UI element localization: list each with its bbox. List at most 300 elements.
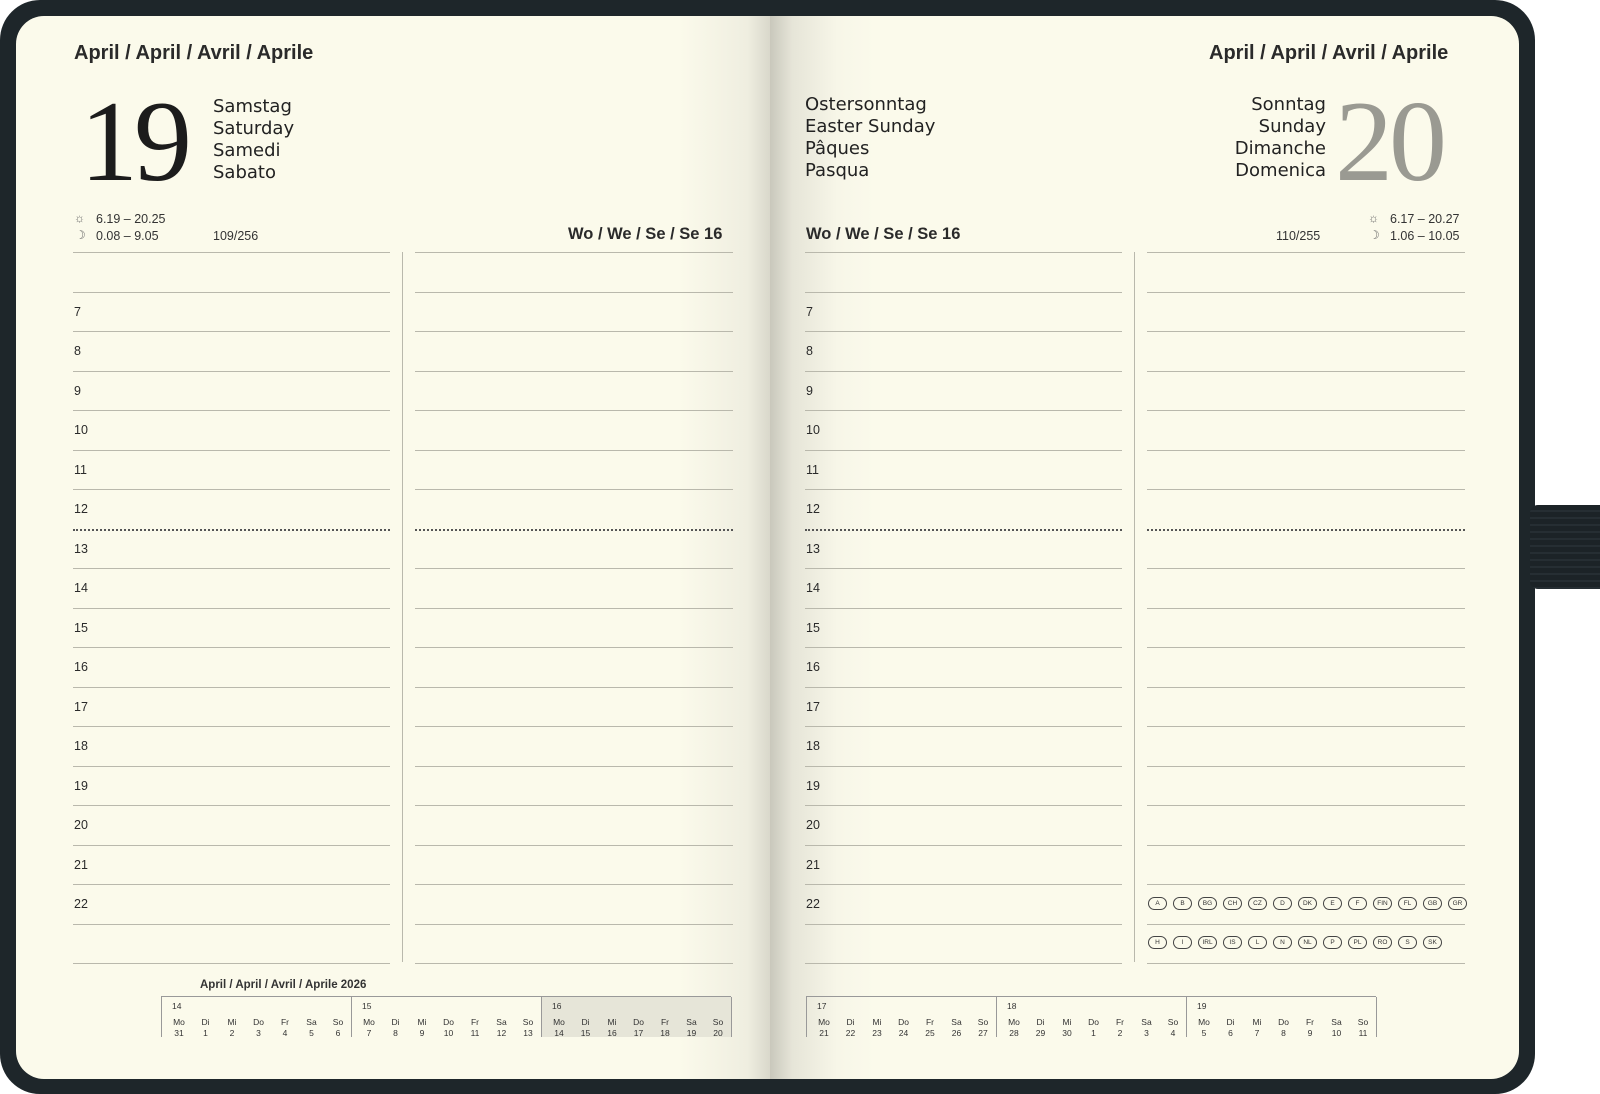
mini-calendar-date: 7 bbox=[366, 1028, 372, 1038]
country-code-badge: CH bbox=[1223, 897, 1242, 910]
mini-calendar-day bbox=[1324, 1017, 1350, 1039]
mini-calendar-day bbox=[1028, 1017, 1054, 1039]
mini-calendar-weekday-label: So bbox=[1167, 1017, 1179, 1027]
left-notes-rule-line bbox=[415, 252, 733, 253]
mini-calendar-date: 10 bbox=[1331, 1028, 1342, 1038]
mini-calendar-date: 9 bbox=[1307, 1028, 1313, 1038]
mini-calendar-day bbox=[705, 1017, 731, 1039]
left-hour-label: 22 bbox=[74, 897, 88, 911]
mini-calendar-day bbox=[1271, 1017, 1297, 1039]
mini-calendar-weekday-label: Mi bbox=[227, 1017, 237, 1027]
mini-calendar-day bbox=[1244, 1017, 1270, 1039]
mini-calendar-date: 31 bbox=[174, 1028, 184, 1038]
left-main-rule-line bbox=[73, 568, 390, 569]
mini-calendar-weekday-label: Fr bbox=[470, 1017, 480, 1027]
mini-calendar-day bbox=[838, 1017, 864, 1039]
mini-calendar-day bbox=[1134, 1017, 1160, 1039]
right-holiday-names bbox=[805, 94, 935, 182]
right-notes-rule-line bbox=[1147, 292, 1465, 293]
mini-calendar-day bbox=[811, 1017, 837, 1039]
mini-calendar-date: 24 bbox=[898, 1028, 909, 1038]
mini-calendar-week-number: 15 bbox=[362, 1001, 372, 1011]
country-code-badge: GR bbox=[1448, 897, 1467, 910]
mini-calendar-title: April / April / Avril / Aprile 2026 bbox=[200, 979, 367, 991]
mini-calendar-day bbox=[917, 1017, 943, 1039]
mini-calendar-date: 21 bbox=[819, 1028, 829, 1038]
right-notes-rule-line bbox=[1147, 805, 1465, 806]
country-code-badge: N bbox=[1273, 936, 1292, 949]
right-main-rule-line bbox=[805, 410, 1122, 411]
left-main-rule-line bbox=[73, 371, 390, 372]
mini-calendar-day bbox=[436, 1017, 462, 1039]
right-hour-label: 15 bbox=[806, 621, 820, 635]
country-code-badge: NL bbox=[1298, 936, 1317, 949]
mini-calendar-date: 8 bbox=[393, 1028, 398, 1038]
right-main-rule-line bbox=[805, 331, 1122, 332]
mini-calendar-weekday-label: Do bbox=[1088, 1017, 1099, 1027]
left-notes-rule-line bbox=[415, 687, 733, 688]
right-day-names bbox=[1196, 94, 1326, 182]
left-notes-rule-line bbox=[415, 331, 733, 332]
left-week-label: Wo / We / Se / Se 16 bbox=[568, 225, 723, 243]
mini-calendar-day bbox=[679, 1017, 705, 1039]
left-hour-label: 13 bbox=[74, 542, 88, 556]
right-hour-label: 20 bbox=[806, 818, 820, 832]
left-sun-times: 6.19 – 20.25 bbox=[96, 212, 166, 226]
mini-calendar-weekday-label: Mo bbox=[553, 1017, 565, 1027]
right-main-rule-line bbox=[805, 568, 1122, 569]
elastic-closure-strap[interactable] bbox=[1530, 505, 1600, 589]
mini-calendar-date: 26 bbox=[951, 1028, 962, 1038]
right-notes-rule-line bbox=[1147, 568, 1465, 569]
left-main-rule-line bbox=[73, 647, 390, 648]
right-hour-label: 12 bbox=[806, 502, 820, 516]
holiday-name-en: Easter Sunday bbox=[805, 116, 936, 137]
right-hour-label: 17 bbox=[806, 700, 820, 714]
mini-calendar-date: 7 bbox=[1254, 1028, 1260, 1038]
right-main-rule-line bbox=[805, 726, 1122, 727]
right-hour-label: 7 bbox=[806, 305, 813, 319]
mini-calendar-date: 1 bbox=[1091, 1028, 1096, 1038]
left-day-number: 19 bbox=[80, 78, 188, 206]
left-main-rule-line bbox=[73, 489, 390, 490]
left-hour-label: 7 bbox=[74, 305, 81, 319]
mini-calendar-date: 22 bbox=[845, 1028, 856, 1038]
left-notes-rule-line bbox=[415, 371, 733, 372]
mini-calendar-date: 12 bbox=[496, 1028, 507, 1038]
mini-calendar-day bbox=[325, 1017, 351, 1039]
mini-calendar-date: 10 bbox=[443, 1028, 454, 1038]
mini-calendar-date: 5 bbox=[309, 1028, 314, 1038]
country-code-badge: L bbox=[1248, 936, 1267, 949]
right-main-rule-line bbox=[805, 529, 1122, 531]
right-notes-rule-line bbox=[1147, 331, 1465, 332]
mini-calendar-day bbox=[1160, 1017, 1186, 1039]
country-code-badge: A bbox=[1148, 897, 1167, 910]
left-notes-rule-line bbox=[415, 963, 733, 964]
mini-calendar-day bbox=[489, 1017, 515, 1039]
mini-calendar-week bbox=[541, 997, 732, 1037]
right-notes-rule-line bbox=[1147, 410, 1465, 411]
left-main-rule-line bbox=[73, 924, 390, 925]
country-code-badge: E bbox=[1323, 897, 1342, 910]
mini-calendar-day bbox=[409, 1017, 435, 1039]
mini-calendar-weekday-label: Di bbox=[846, 1017, 855, 1027]
mini-calendar-weekday-label: So bbox=[332, 1017, 344, 1027]
mini-calendar-day bbox=[891, 1017, 917, 1039]
country-codes-row-2 bbox=[1148, 936, 1442, 949]
left-main-rule-line bbox=[73, 292, 390, 293]
right-notes-rule-line bbox=[1147, 529, 1465, 531]
holiday-name-de: Ostersonntag bbox=[805, 94, 927, 115]
right-hour-label: 22 bbox=[806, 897, 820, 911]
right-main-rule-line bbox=[805, 450, 1122, 451]
mini-calendar-weekday-label: Sa bbox=[1331, 1017, 1342, 1027]
day-name-de: Samstag bbox=[213, 96, 292, 117]
left-notes-rule-line bbox=[415, 529, 733, 531]
right-notes-rule-line bbox=[1147, 647, 1465, 648]
right-hour-label: 16 bbox=[806, 660, 820, 674]
left-main-rule-line bbox=[73, 410, 390, 411]
day-name-de: Sonntag bbox=[1251, 94, 1326, 115]
moon-icon: ☽ bbox=[75, 228, 86, 242]
mini-calendar-date: 15 bbox=[580, 1028, 591, 1038]
mini-calendar-week bbox=[351, 997, 542, 1037]
country-code-badge: H bbox=[1148, 936, 1167, 949]
mini-calendar-weekday-label: So bbox=[1357, 1017, 1369, 1027]
right-hour-label: 14 bbox=[806, 581, 820, 595]
right-day-number: 20 bbox=[1335, 78, 1443, 206]
mini-calendar-day bbox=[299, 1017, 325, 1039]
mini-calendar-day bbox=[1107, 1017, 1133, 1039]
right-notes-rule-line bbox=[1147, 608, 1465, 609]
left-notes-rule-line bbox=[415, 568, 733, 569]
mini-calendar-weekday-label: Fr bbox=[1305, 1017, 1315, 1027]
mini-calendar-day bbox=[1081, 1017, 1107, 1039]
country-code-badge: D bbox=[1273, 897, 1292, 910]
right-main-rule-line bbox=[805, 292, 1122, 293]
mini-calendar-day bbox=[944, 1017, 970, 1039]
mini-calendar-weekday-label: Mo bbox=[1008, 1017, 1020, 1027]
country-code-badge: PL bbox=[1348, 936, 1367, 949]
mini-calendar-day bbox=[383, 1017, 409, 1039]
country-code-badge: I bbox=[1173, 936, 1192, 949]
country-code-badge: FIN bbox=[1373, 897, 1392, 910]
mini-calendar-date: 17 bbox=[633, 1028, 644, 1038]
mini-calendar-day bbox=[246, 1017, 272, 1039]
mini-calendar-date: 3 bbox=[256, 1028, 261, 1038]
mini-calendar-week-number: 19 bbox=[1197, 1001, 1207, 1011]
right-notes-rule-line bbox=[1147, 845, 1465, 846]
mini-calendar-weekday-label: Sa bbox=[1141, 1017, 1152, 1027]
mini-calendar-weekday-label: Di bbox=[391, 1017, 400, 1027]
mini-calendar-day bbox=[1297, 1017, 1323, 1039]
left-hour-label: 19 bbox=[74, 779, 88, 793]
right-notes-rule-line bbox=[1147, 450, 1465, 451]
right-notes-rule-line bbox=[1147, 371, 1465, 372]
left-notes-rule-line bbox=[415, 766, 733, 767]
country-code-badge: S bbox=[1398, 936, 1417, 949]
mini-calendar-date: 19 bbox=[686, 1028, 697, 1038]
left-main-rule-line bbox=[73, 845, 390, 846]
right-main-rule-line bbox=[805, 766, 1122, 767]
left-main-rule-line bbox=[73, 766, 390, 767]
right-notes-rule-line bbox=[1147, 489, 1465, 490]
right-moon-times: 1.06 – 10.05 bbox=[1390, 229, 1460, 243]
right-notes-rule-line bbox=[1147, 884, 1465, 885]
day-name-en: Saturday bbox=[213, 118, 295, 139]
right-main-rule-line bbox=[805, 884, 1122, 885]
mini-calendar-weekday-label: Sa bbox=[951, 1017, 962, 1027]
right-hour-label: 19 bbox=[806, 779, 820, 793]
country-code-badge: IS bbox=[1223, 936, 1242, 949]
mini-calendar-date: 5 bbox=[1201, 1028, 1207, 1038]
mini-calendar-day bbox=[599, 1017, 625, 1039]
left-notes-rule-line bbox=[415, 924, 733, 925]
left-main-rule-line bbox=[73, 884, 390, 885]
mini-calendar-weekday-label: Do bbox=[1278, 1017, 1289, 1027]
mini-calendar-weekday-label: So bbox=[522, 1017, 534, 1027]
left-main-rule-line bbox=[73, 687, 390, 688]
mini-calendar-day bbox=[1218, 1017, 1244, 1039]
right-main-rule-line bbox=[805, 608, 1122, 609]
right-hour-label: 8 bbox=[806, 344, 813, 358]
mini-calendar-date: 2 bbox=[1117, 1028, 1123, 1038]
mini-calendar-weekday-label: Mo bbox=[363, 1017, 375, 1027]
right-notes-rule-line bbox=[1147, 687, 1465, 688]
mini-calendar-week bbox=[806, 997, 997, 1037]
mini-calendar-date: 23 bbox=[872, 1028, 882, 1038]
mini-calendar-date: 6 bbox=[1228, 1028, 1233, 1038]
mini-calendar-end-rule bbox=[731, 997, 732, 1037]
left-main-rule-line bbox=[73, 252, 390, 253]
left-notes-rule-line bbox=[415, 726, 733, 727]
right-main-rule-line bbox=[805, 687, 1122, 688]
mini-calendar-weekday-label: Di bbox=[581, 1017, 590, 1027]
mini-calendar-date: 14 bbox=[554, 1028, 564, 1038]
right-hour-label: 13 bbox=[806, 542, 820, 556]
country-code-badge: BG bbox=[1198, 897, 1217, 910]
mini-calendar-day bbox=[193, 1017, 219, 1039]
right-hour-label: 11 bbox=[806, 463, 819, 477]
holiday-name-fr: Pâques bbox=[805, 138, 870, 159]
day-name-fr: Dimanche bbox=[1234, 138, 1326, 159]
mini-calendar-weekday-label: Mi bbox=[607, 1017, 617, 1027]
right-notes-rule-line bbox=[1147, 924, 1465, 925]
mini-calendar-week-number: 18 bbox=[1007, 1001, 1017, 1011]
mini-calendar-weekday-label: Di bbox=[1036, 1017, 1045, 1027]
right-hour-label: 18 bbox=[806, 739, 820, 753]
right-month-header: April / April / Avril / Aprile bbox=[1209, 42, 1449, 64]
mini-calendar-end-rule bbox=[1376, 997, 1377, 1037]
right-main-rule-line bbox=[805, 963, 1122, 964]
mini-calendar-date: 30 bbox=[1062, 1028, 1072, 1038]
right-week-label: Wo / We / Se / Se 16 bbox=[806, 225, 961, 243]
mini-calendar-week bbox=[161, 997, 352, 1037]
mini-calendar-week bbox=[1186, 997, 1377, 1037]
left-main-rule-line bbox=[73, 450, 390, 451]
mini-calendar-weekday-label: Mo bbox=[818, 1017, 830, 1027]
country-code-badge: RO bbox=[1373, 936, 1392, 949]
left-hour-label: 8 bbox=[74, 344, 81, 358]
right-notes-rule-line bbox=[1147, 252, 1465, 253]
sun-icon: ☼ bbox=[1368, 211, 1379, 225]
right-hour-label: 9 bbox=[806, 384, 813, 398]
mini-calendar-weekday-label: Do bbox=[253, 1017, 264, 1027]
country-code-badge: F bbox=[1348, 897, 1367, 910]
mini-calendar-weekday-label: Di bbox=[201, 1017, 210, 1027]
left-hour-label: 11 bbox=[74, 463, 87, 477]
mini-calendar-day bbox=[970, 1017, 996, 1039]
left-notes-rule-line bbox=[415, 489, 733, 490]
left-notes-rule-line bbox=[415, 450, 733, 451]
right-main-rule-line bbox=[805, 489, 1122, 490]
country-code-badge: P bbox=[1323, 936, 1342, 949]
mini-calendar-weekday-label: Do bbox=[898, 1017, 909, 1027]
country-code-badge: DK bbox=[1298, 897, 1317, 910]
mini-calendar-weekday-label: Sa bbox=[686, 1017, 697, 1027]
left-hour-label: 16 bbox=[74, 660, 88, 674]
mini-calendar-day bbox=[166, 1017, 192, 1039]
left-hour-label: 12 bbox=[74, 502, 88, 516]
mini-calendar-weekday-label: Mo bbox=[173, 1017, 185, 1027]
mini-calendar-date: 1 bbox=[203, 1028, 208, 1038]
mini-calendar-weekday-label: Do bbox=[633, 1017, 644, 1027]
mini-calendar-weekday-label: Sa bbox=[496, 1017, 507, 1027]
left-notes-rule-line bbox=[415, 884, 733, 885]
right-notes-rule-line bbox=[1147, 766, 1465, 767]
left-day-count: 109/256 bbox=[213, 229, 259, 243]
mini-calendar-day bbox=[515, 1017, 541, 1039]
left-notes-rule-line bbox=[415, 410, 733, 411]
left-day-names bbox=[213, 96, 294, 184]
day-name-en: Sunday bbox=[1258, 116, 1326, 137]
sun-icon: ☼ bbox=[74, 211, 85, 225]
mini-calendar-date: 9 bbox=[419, 1028, 425, 1038]
mini-calendar-day bbox=[1054, 1017, 1080, 1039]
mini-calendar-day bbox=[652, 1017, 678, 1039]
mini-calendar-weekday-label: Fr bbox=[280, 1017, 290, 1027]
mini-calendar-day bbox=[1191, 1017, 1217, 1039]
right-main-rule-line bbox=[805, 924, 1122, 925]
holiday-name-it: Pasqua bbox=[805, 160, 870, 181]
mini-calendar-day bbox=[626, 1017, 652, 1039]
mini-calendar-date: 28 bbox=[1009, 1028, 1019, 1038]
mini-calendar-week-number: 16 bbox=[552, 1001, 562, 1011]
country-codes-row-1 bbox=[1148, 897, 1467, 910]
left-month-header: April / April / Avril / Aprile bbox=[74, 42, 314, 64]
left-notes-rule-line bbox=[415, 845, 733, 846]
mini-calendar-date: 11 bbox=[1358, 1028, 1368, 1038]
left-notes-rule-line bbox=[415, 608, 733, 609]
mini-calendar-date: 8 bbox=[1281, 1028, 1286, 1038]
left-hour-label: 20 bbox=[74, 818, 88, 832]
left-hour-label: 18 bbox=[74, 739, 88, 753]
left-notes-rule-line bbox=[415, 647, 733, 648]
left-hour-label: 14 bbox=[74, 581, 88, 595]
mini-calendar-date: 29 bbox=[1035, 1028, 1046, 1038]
left-hour-label: 10 bbox=[74, 423, 88, 437]
country-code-badge: FL bbox=[1398, 897, 1417, 910]
left-hour-label: 15 bbox=[74, 621, 88, 635]
mini-calendar-date: 25 bbox=[925, 1028, 935, 1038]
right-main-rule-line bbox=[805, 845, 1122, 846]
right-hour-label: 21 bbox=[806, 858, 820, 872]
mini-calendar-weekday-label: Fr bbox=[925, 1017, 935, 1027]
mini-calendar-weekday-label: Fr bbox=[660, 1017, 670, 1027]
mini-calendar-weekday-label: Di bbox=[1226, 1017, 1235, 1027]
left-hour-label: 9 bbox=[74, 384, 81, 398]
right-column-divider bbox=[1134, 252, 1135, 962]
country-code-badge: CZ bbox=[1248, 897, 1267, 910]
left-main-rule-line bbox=[73, 963, 390, 964]
country-code-badge: B bbox=[1173, 897, 1192, 910]
mini-calendar-date: 4 bbox=[1170, 1028, 1176, 1038]
mini-calendar-day bbox=[1001, 1017, 1027, 1039]
left-main-rule-line bbox=[73, 331, 390, 332]
mini-calendar-weekday-label: Fr bbox=[1115, 1017, 1125, 1027]
right-main-rule-line bbox=[805, 371, 1122, 372]
day-name-fr: Samedi bbox=[213, 140, 281, 161]
mini-calendar-day bbox=[356, 1017, 382, 1039]
right-main-rule-line bbox=[805, 805, 1122, 806]
left-main-rule-line bbox=[73, 529, 390, 531]
right-notes-rule-line bbox=[1147, 963, 1465, 964]
mini-calendar-week-number: 17 bbox=[817, 1001, 827, 1011]
mini-calendar-date: 4 bbox=[282, 1028, 288, 1038]
country-code-badge: SK bbox=[1423, 936, 1442, 949]
right-sun-times: 6.17 – 20.27 bbox=[1390, 212, 1460, 226]
mini-calendar-weekday-label: Do bbox=[443, 1017, 454, 1027]
left-hour-label: 17 bbox=[74, 700, 88, 714]
mini-calendar-right bbox=[806, 996, 1376, 1037]
right-day-count: 110/255 bbox=[1276, 229, 1321, 243]
mini-calendar-date: 6 bbox=[335, 1028, 341, 1038]
mini-calendar-weekday-label: Mi bbox=[872, 1017, 882, 1027]
left-moon-times: 0.08 – 9.05 bbox=[96, 229, 159, 243]
day-name-it: Domenica bbox=[1235, 160, 1326, 181]
left-column-divider bbox=[402, 252, 403, 962]
left-notes-rule-line bbox=[415, 805, 733, 806]
day-name-it: Sabato bbox=[213, 162, 276, 183]
mini-calendar-date: 2 bbox=[229, 1028, 235, 1038]
mini-calendar-date: 11 bbox=[470, 1028, 480, 1038]
left-hour-label: 21 bbox=[74, 858, 88, 872]
mini-calendar-day bbox=[219, 1017, 245, 1039]
mini-calendar-date: 20 bbox=[713, 1028, 723, 1038]
mini-calendar-weekday-label: So bbox=[712, 1017, 724, 1027]
mini-calendar-day bbox=[864, 1017, 890, 1039]
mini-calendar-date: 3 bbox=[1144, 1028, 1149, 1038]
mini-calendar-weekday-label: Mi bbox=[417, 1017, 427, 1027]
country-code-badge: IRL bbox=[1198, 936, 1217, 949]
left-main-rule-line bbox=[73, 805, 390, 806]
mini-calendar-date: 27 bbox=[978, 1028, 988, 1038]
right-notes-rule-line bbox=[1147, 726, 1465, 727]
mini-calendar-weekday-label: Mi bbox=[1252, 1017, 1262, 1027]
mini-calendar-weekday-label: So bbox=[977, 1017, 989, 1027]
right-hour-label: 10 bbox=[806, 423, 820, 437]
mini-calendar-weekday-label: Mo bbox=[1198, 1017, 1210, 1027]
right-main-rule-line bbox=[805, 252, 1122, 253]
right-main-rule-line bbox=[805, 647, 1122, 648]
mini-calendar-day bbox=[573, 1017, 599, 1039]
mini-calendar-weekday-label: Mi bbox=[1062, 1017, 1072, 1027]
moon-icon: ☽ bbox=[1369, 228, 1380, 242]
country-code-badge: GB bbox=[1423, 897, 1442, 910]
left-main-rule-line bbox=[73, 726, 390, 727]
mini-calendar-day bbox=[546, 1017, 572, 1039]
